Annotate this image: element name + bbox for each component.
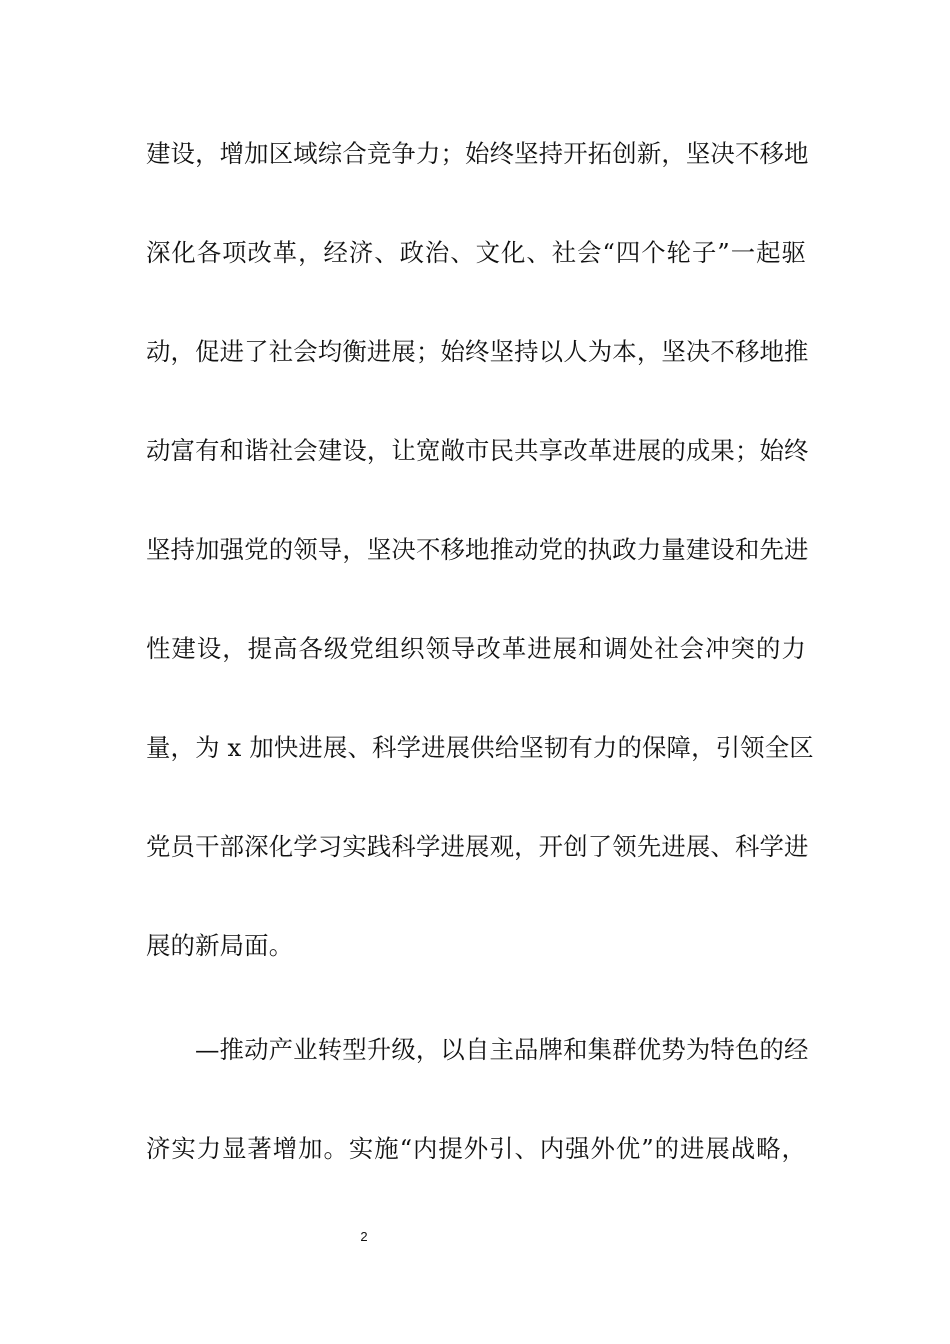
body-text-line: 量，为 x 加快进展、科学进展供给坚韧有力的保障，引领全区 — [146, 733, 814, 762]
body-text-line: 济实力显著增加。实施“内提外引、内强外优”的进展战略， — [146, 1134, 806, 1163]
body-text-line: 建设，增加区域综合竞争力；始终坚持开拓创新，坚决不移地 — [146, 139, 809, 168]
paragraph-end-line: 展的新局面。 — [146, 931, 294, 960]
body-text-line: 动，促进了社会均衡进展；始终坚持以人为本，坚决不移地推 — [146, 337, 809, 366]
body-text-line: 深化各项改革，经济、政治、文化、社会“四个轮子”一起驱 — [146, 238, 806, 267]
body-text-line: 动富有和谐社会建设，让宽敞市民共享改革进展的成果；始终 — [146, 436, 809, 465]
page-number: 2 — [360, 1229, 368, 1244]
body-text-line: 坚持加强党的领导，坚决不移地推动党的执政力量建设和先进 — [146, 535, 809, 564]
body-text-line: 性建设，提高各级党组织领导改革进展和调处社会冲突的力 — [146, 634, 806, 663]
indented-paragraph-line: —推动产业转型升级，以自主品牌和集群优势为特色的经 — [195, 1035, 809, 1064]
body-text-line: 党员干部深化学习实践科学进展观，开创了领先进展、科学进 — [146, 832, 809, 861]
